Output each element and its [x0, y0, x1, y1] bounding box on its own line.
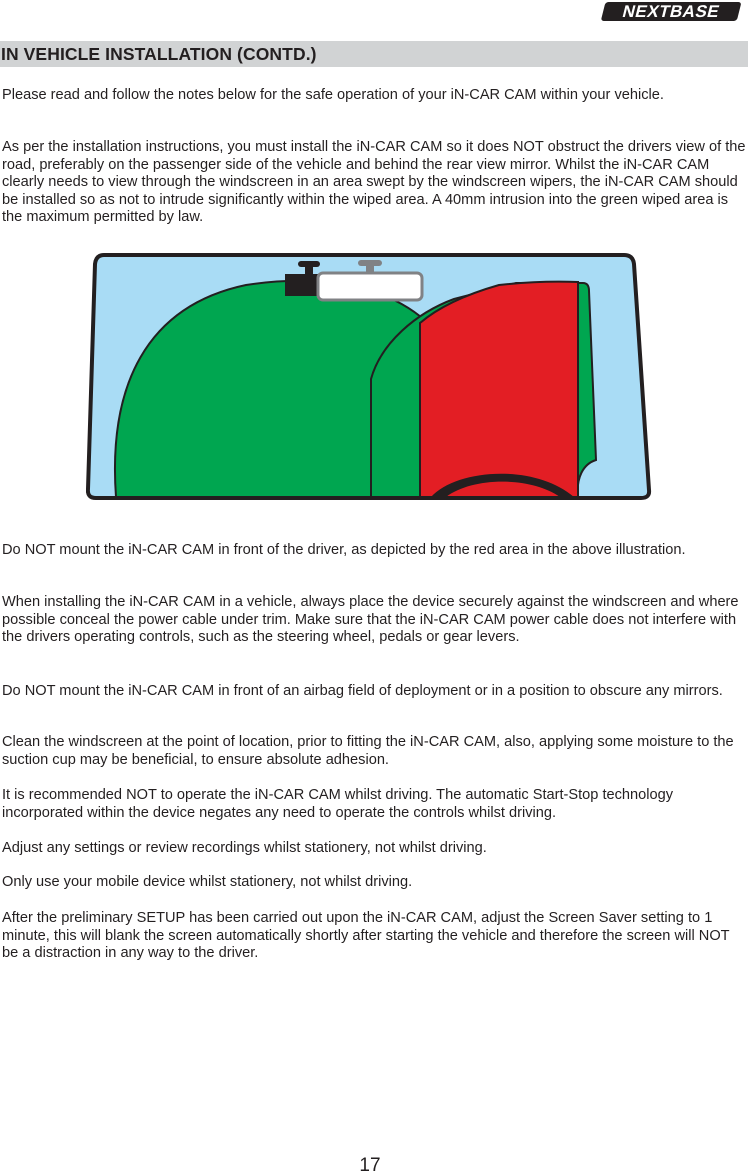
mobile-paragraph: Only use your mobile device whilst stationery, not whilst driving. [2, 874, 413, 890]
page-title: IN VEHICLE INSTALLATION (CONTD.) [1, 44, 317, 64]
nextbase-logo [598, 0, 746, 24]
driving-operation-paragraph: It is recommended NOT to operate the iN-CAR CAM whilst driving. The automatic Start-Stop technology incorporated within the device negates any need to operate the controls whilst driving. [2, 787, 674, 821]
section-header [0, 41, 748, 67]
logo-wordmark: NEXTBASE [620, 1, 722, 21]
screen-saver-paragraph: After the preliminary SETUP has been carried out upon the iN-CAR CAM, adjust the Screen Saver setting to 1 minute, this will blank the screen automatically shortly after starting the vehicle and therefore the screen will NOT be a distraction in any way to the driver. [2, 910, 730, 961]
driver-restricted-area [420, 282, 578, 497]
settings-paragraph: Adjust any settings or review recordings whilst stationery, not whilst driving. [2, 840, 487, 856]
driver-warning-paragraph: Do NOT mount the iN-CAR CAM in front of the driver, as depicted by the red area in the above illustration. [2, 542, 686, 558]
cleaning-paragraph: Clean the windscreen at the point of location, prior to fitting the iN-CAR CAM, also, applying some moisture to the suction cup may be beneficial, to ensure absolute adhesion. [2, 734, 734, 768]
intro-paragraph: Please read and follow the notes below for the safe operation of your iN-CAR CAM within your vehicle. [2, 87, 664, 103]
installation-paragraph: As per the installation instructions, you must install the iN-CAR CAM so it does NOT obstruct the drivers view of the road, preferably on the passenger side of the vehicle and behind the rear view mirror. Whilst the iN-CAR CAM clearly needs to view through the windscreen in an area swept by the windscreen wipers, the iN-CAR CAM should be installed so as not to intrude significantly within the wiped area. A 40mm intrusion into the green wiped area is the maximum permitted by law. [2, 139, 746, 225]
cable-paragraph: When installing the iN-CAR CAM in a vehicle, always place the device securely against the windscreen and where possible conceal the power cable under trim. Make sure that the iN-CAR CAM power cable does not interfere with the drivers operating controls, such as the steering wheel, pedals or gear levers. [2, 594, 739, 645]
airbag-paragraph: Do NOT mount the iN-CAR CAM in front of an airbag field of deployment or in a position to obscure any mirrors. [2, 683, 723, 699]
windscreen-diagram [86, 251, 652, 501]
page-number: 17 [359, 1155, 381, 1176]
